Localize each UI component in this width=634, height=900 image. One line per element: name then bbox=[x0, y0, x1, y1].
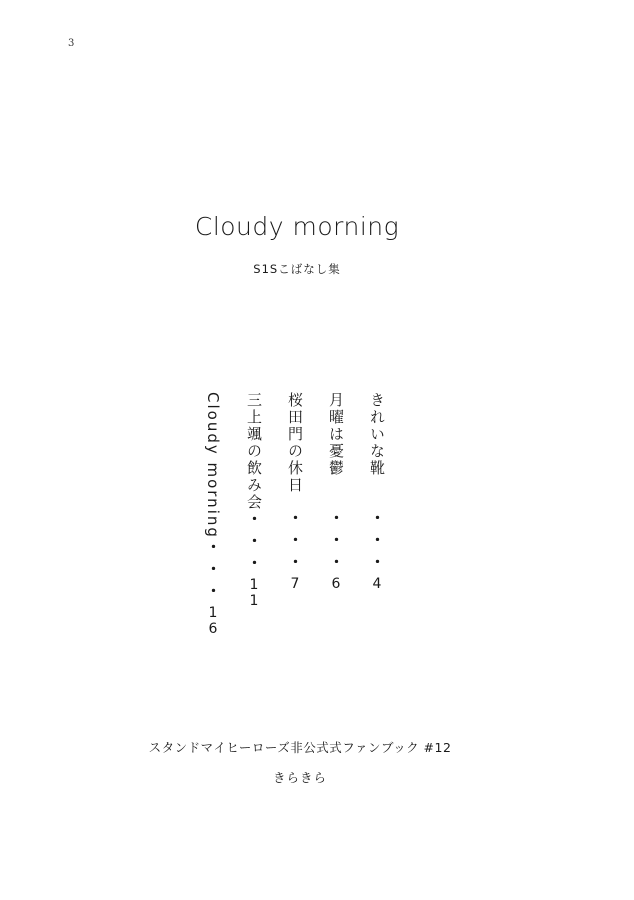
toc-entry-leader: ・・・ bbox=[204, 538, 222, 605]
toc-entry-leader: ・・・ bbox=[245, 511, 263, 577]
toc-entry-page: 11 bbox=[246, 577, 262, 609]
toc-entry bbox=[241, 392, 267, 609]
toc-entry bbox=[323, 392, 349, 592]
toc-entry-page: 16 bbox=[205, 604, 221, 637]
toc-entry-title: 三上颯の飲み会 bbox=[245, 392, 263, 511]
toc-entry-page: 6 bbox=[328, 576, 344, 592]
toc-entry bbox=[282, 392, 308, 592]
toc-entry-title: 桜田門の休日 bbox=[286, 392, 304, 494]
toc-entry-title: 月曜は憂鬱 bbox=[327, 392, 345, 477]
book-subtitle: S1Sこばなし集 bbox=[253, 262, 341, 276]
table-of-contents bbox=[200, 392, 390, 637]
toc-entry-leader: ・・・ bbox=[286, 510, 304, 576]
toc-entry-title: きれいな靴 bbox=[368, 392, 386, 477]
author-name: きらきら bbox=[272, 770, 327, 785]
series-name: スタンドマイヒーローズ非公式式ファンブック #12 bbox=[148, 740, 452, 755]
toc-entry-title: Cloudy morning bbox=[204, 392, 222, 539]
toc-entry-leader: ・・・ bbox=[368, 510, 386, 576]
toc-entry-page: 7 bbox=[287, 576, 303, 592]
toc-entry-leader: ・・・ bbox=[327, 510, 345, 576]
toc-entry-page: 4 bbox=[369, 576, 385, 592]
page-number: 3 bbox=[68, 38, 75, 49]
book-title: Cloudy morning bbox=[194, 212, 400, 241]
toc-entry bbox=[200, 392, 226, 637]
toc-entry bbox=[364, 392, 390, 592]
